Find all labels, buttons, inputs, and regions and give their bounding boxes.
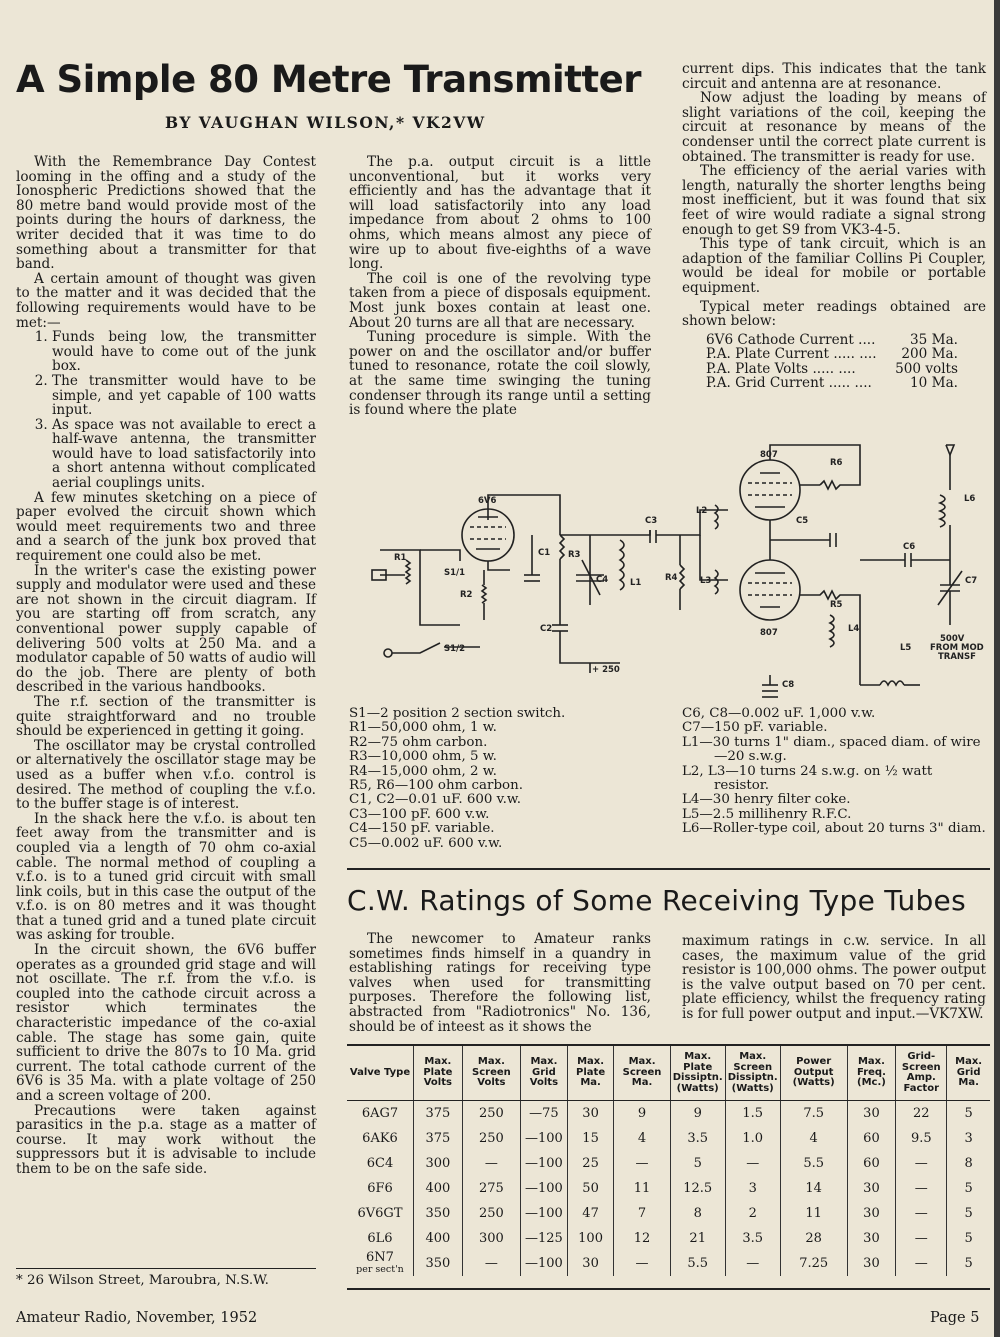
paragraph: current dips. This indicates that the tank circuit and antenna are at resonance. — [682, 61, 986, 92]
paragraph: maximum ratings in c.w. service. In all cases, the maximum value of the grid resistor is 100,000 ohms. The power output is the valve output based on 70 per cent. plate efficiency, whilst the frequency rating is for full power output and input.—VK7XW. — [682, 933, 986, 1022]
meter-row: P.A. Grid Current ..... .... 10 Ma. — [706, 375, 958, 392]
label-mod-2: FROM MOD — [930, 643, 984, 653]
article-column-3 — [682, 62, 986, 391]
col-header: Max. Grid Ma. — [947, 1046, 990, 1101]
table-row: 6AK6 375 250 —100 15 4 3.5 1.0 4 60 9.5 3 — [347, 1126, 990, 1151]
byline: BY VAUGHAN WILSON,* VK2VW — [165, 113, 486, 132]
coil-l6 — [940, 495, 945, 527]
col-header: Grid-Screen Amp. Factor — [896, 1046, 947, 1101]
label-c3: C3 — [645, 516, 658, 526]
col-header: Max. Plate Ma. — [567, 1046, 614, 1101]
paragraph: Precautions were taken against parasitics in the p.a. stage as a matter of course. It may work without the suppressors but it is advisable to include them to be on the safe side. — [16, 1102, 316, 1177]
list-item: 1. Funds being low, the transmitter would have to come out of the junk box. — [52, 330, 316, 374]
meter-row: P.A. Plate Current ..... .... 200 Ma. — [706, 346, 958, 363]
resistor-r2 — [482, 585, 486, 603]
label-c7: C7 — [965, 576, 978, 586]
requirements-list — [16, 330, 316, 491]
label-c2: C2 — [540, 624, 553, 634]
label-c5: C5 — [796, 516, 809, 526]
paragraph: This type of tank circuit, which is an adaption of the familiar Collins Pi Coupler, would be ideal for mobile or portable equipment. — [682, 236, 986, 296]
parts-item: C7—150 pF. variable. — [682, 720, 828, 736]
col-header: Max. Screen Dissiptn. (Watts) — [725, 1046, 780, 1101]
parts-item: R1—50,000 ohm, 1 w. — [349, 720, 497, 736]
parts-item: R5, R6—100 ohm carbon. — [349, 778, 523, 794]
parts-list-left — [349, 707, 649, 851]
resistor-r3 — [560, 535, 564, 559]
parts-item: C4—150 pF. variable. — [349, 821, 495, 837]
label-l3: L3 — [700, 576, 712, 586]
paragraph: Tuning procedure is simple. With the power on and the oscillator and/or buffer tuned to resonance, rotate the coil slowly, at the same time swinging the tuning condenser through its range until a setting is found where the plate — [349, 329, 651, 419]
label-l1: L1 — [630, 578, 642, 588]
resistor-r6 — [820, 481, 850, 489]
label-s1-2: S1/2 — [444, 644, 466, 654]
col-header: Valve Type — [347, 1046, 414, 1101]
paragraph: Typical meter readings obtained are shown below: — [682, 298, 986, 330]
parts-item: C3—100 pF. 600 v.w. — [349, 806, 490, 822]
parts-item: L2, L3—10 turns 24 s.w.g. on ½ watt resistor. — [682, 763, 933, 794]
paragraph: The p.a. output circuit is a little unconventional, but it works very efficiently and has the advantage that it will load satisfactorily into any load impedance from about 2 ohms to 100 ohms, which means almost any piece of wire up to about five-eighths of a wave long. — [349, 154, 651, 273]
valve-807-lower — [740, 560, 800, 620]
label-c6: C6 — [903, 542, 916, 552]
coil-l1 — [620, 540, 624, 590]
parts-item: R3—10,000 ohm, 5 w. — [349, 749, 497, 765]
resistor-r1 — [406, 560, 410, 584]
label-r1: R1 — [394, 553, 407, 563]
label-r4: R4 — [665, 573, 678, 583]
paragraph: In the shack here the v.f.o. is about ten feet away from the transmitter and is coupled via a length of 70 ohm co-axial cable. The normal method of coupling a v.f.o. is to a tuned grid circuit with small link coils, but in this case the output of the v.f.o. is on 80 metres and it was thought that a tuned grid and a tuned plate circuit was asking for trouble. — [16, 810, 316, 944]
parts-item: L1—30 turns 1" diam., spaced diam. of wire—20 s.w.g. — [682, 734, 981, 765]
coil-l3 — [715, 570, 718, 594]
parts-item: C1, C2—0.01 uF. 600 v.w. — [349, 792, 522, 808]
paragraph: The r.f. section of the transmitter is quite straightforward and no trouble should be experienced in getting it going. — [16, 693, 316, 740]
label-mod-3: TRANSF — [938, 652, 976, 662]
parts-item: S1—2 position 2 section switch. — [349, 706, 566, 721]
label-r2: R2 — [460, 590, 473, 600]
label-l2: L2 — [696, 506, 708, 516]
paragraph: With the Remembrance Day Contest looming in the offing and a study of the Ionospheric Predictions showed that the 80 metre band would provide most of the points during the hours of darkness, the writer decided that it was time to do something about a transmitter for that band. — [16, 154, 316, 273]
col-header: Max. Freq. (Mc.) — [847, 1046, 896, 1101]
table-row: 6F6 400 275 —100 50 11 12.5 3 14 30 — 5 — [347, 1176, 990, 1201]
col-header: Max. Plate Dissiptn. (Watts) — [670, 1046, 725, 1101]
row-note: per sect'n — [356, 1264, 404, 1275]
label-r5: R5 — [830, 600, 843, 610]
paragraph: A certain amount of thought was given to the matter and it was decided that the following requirements would have to be met:— — [16, 270, 316, 331]
table-bottom-rule — [347, 1288, 990, 1290]
parts-item: R4—15,000 ohm, 2 w. — [349, 763, 497, 779]
table-header-row — [347, 1046, 990, 1101]
valve-807-upper — [740, 460, 800, 520]
col-header: Max. Grid Volts — [521, 1046, 568, 1101]
list-item: 3. As space was not available to erect a half-wave antenna, the transmitter would have to load satisfactorily into a short antenna without complicated aerial couplings units. — [52, 418, 316, 491]
footnote-divider — [16, 1268, 316, 1269]
article-title: A Simple 80 Metre Transmitter — [16, 58, 641, 101]
label-r6: R6 — [830, 458, 843, 468]
cw-intro-right — [682, 934, 986, 1022]
antenna-icon — [946, 445, 954, 455]
scan-edge — [994, 0, 1000, 1337]
valve-type: 6N7 — [366, 1250, 394, 1265]
footer-publication: Amateur Radio, November, 1952 — [16, 1310, 258, 1326]
list-item: 2. The transmitter would have to be simple, and yet capable of 100 watts input. — [52, 374, 316, 418]
parts-item: L5—2.5 millihenry R.F.C. — [682, 806, 852, 822]
resistor-r5 — [800, 591, 850, 599]
coil-l5 — [880, 681, 904, 685]
parts-item: C6, C8—0.002 uF. 1,000 v.w. — [682, 706, 876, 721]
section-divider — [347, 868, 990, 870]
paragraph: The coil is one of the revolving type taken from a piece of disposals equipment. Most junk boxes contain at least one. About 20 turns are all that are necessary. — [349, 270, 651, 331]
label-c8: C8 — [782, 680, 795, 690]
col-header: Max. Screen Ma. — [614, 1046, 670, 1101]
label-807-upper: 807 — [760, 450, 778, 460]
label-r3: R3 — [568, 550, 581, 560]
label-6v6: 6V6 — [478, 496, 497, 506]
cw-ratings-table — [347, 1046, 990, 1276]
col-header: Power Output (Watts) — [780, 1046, 847, 1101]
label-l5: L5 — [900, 643, 912, 653]
label-c4: C4 — [596, 575, 609, 585]
paragraph: The efficiency of the aerial varies with length, naturally the shorter lengths being most inefficient, but it was found that six feet of wire would radiate a signal strong enough to get S9 from VK3-4-5. — [682, 163, 986, 238]
coil-l4 — [830, 615, 834, 647]
parts-item: L6—Roller-type coil, about 20 turns 3" diam. — [682, 821, 986, 837]
label-c1: C1 — [538, 548, 551, 558]
parts-item: R2—75 ohm carbon. — [349, 734, 488, 750]
label-l6: L6 — [964, 494, 976, 504]
paragraph: Now adjust the loading by means of slight variations of the coil, keeping the circuit at resonance by means of the condenser until the correct plate current is obtained. The transmitter is ready for use. — [682, 90, 986, 165]
col-header: Max. Screen Volts — [462, 1046, 520, 1101]
article-column-1 — [16, 155, 316, 1177]
table-row: 6C4 300 — —100 25 — 5 — 5.5 60 — 8 — [347, 1151, 990, 1176]
article-column-2 — [349, 155, 651, 418]
circuit-diagram — [360, 435, 990, 705]
paragraph: In the circuit shown, the 6V6 buffer operates as a grounded grid stage and will not oscillate. The r.f. from the v.f.o. is coupled into the cathode circuit across a resistor which terminates the characteristic impedance of the co-axial cable. The stage has some gain, quite sufficient to drive the 807s to 10 Ma. grid current. The total cathode current of the 6V6 is 35 Ma. with a plate voltage of 250 and a screen voltage of 200. — [16, 942, 316, 1104]
label-l4: L4 — [848, 624, 860, 634]
label-s1-1: S1/1 — [444, 568, 466, 578]
table-row: 6N7 per sect'n 350 — —100 30 — 5.5 — 7.25 30 — 5 — [347, 1251, 990, 1276]
parts-item: L4—30 henry filter coke. — [682, 792, 851, 808]
paragraph: The oscillator may be crystal controlled or alternatively the oscillator stage may be used as a buffer when v.f.o. control is desired. The method of coupling the v.f.o. to the buffer stage is of interest. — [16, 737, 316, 813]
col-header: Max. Plate Volts — [414, 1046, 463, 1101]
coil-l2 — [715, 505, 718, 529]
paragraph: In the writer's case the existing power supply and modulator were used and these are not shown in the circuit diagram. If you are starting off from scratch, any conventional power supply capable of delivering 500 volts at 250 Ma. and a modulator capable of 50 watts of audio will do the job. There are plenty of both described in the various handbooks. — [16, 562, 316, 696]
paragraph: A few minutes sketching on a piece of paper evolved the circuit shown which would meet requirements two and three and a search of the junk box proved that requirement one could also be met. — [16, 489, 316, 565]
meter-readings — [682, 333, 986, 391]
footnote: * 26 Wilson Street, Maroubra, N.S.W. — [16, 1273, 269, 1288]
cw-intro-left — [349, 932, 651, 1034]
meter-row: P.A. Plate Volts ..... .... 500 volts — [706, 360, 958, 377]
parts-list-right — [682, 707, 986, 837]
footer-page-number: Page 5 — [930, 1310, 980, 1326]
table-row: 6L6 400 300 —125 100 12 21 3.5 28 30 — 5 — [347, 1226, 990, 1251]
cw-ratings-title: C.W. Ratings of Some Receiving Type Tubes — [347, 884, 966, 917]
paragraph: The newcomer to Amateur ranks sometimes finds himself in a quandry in establishing ratings for receiving type valves when used for transmitting purposes. Therefore the following list, abstracted from "Radiotronics" No. 136, should be of inteest as it shows the — [349, 931, 651, 1035]
parts-item: C5—0.002 uF. 600 v.w. — [349, 835, 503, 851]
meter-row: 6V6 Cathode Current .... 35 Ma. — [706, 331, 958, 348]
table-row: 6AG7 375 250 —75 30 9 9 1.5 7.5 30 22 5 — [347, 1101, 990, 1127]
label-807-lower: 807 — [760, 628, 778, 638]
table-row: 6V6GT 350 250 —100 47 7 8 2 11 30 — 5 — [347, 1201, 990, 1226]
resistor-r4 — [680, 565, 684, 589]
label-mod-1: 500V — [940, 634, 965, 644]
label-b250: + 250 — [592, 665, 620, 675]
